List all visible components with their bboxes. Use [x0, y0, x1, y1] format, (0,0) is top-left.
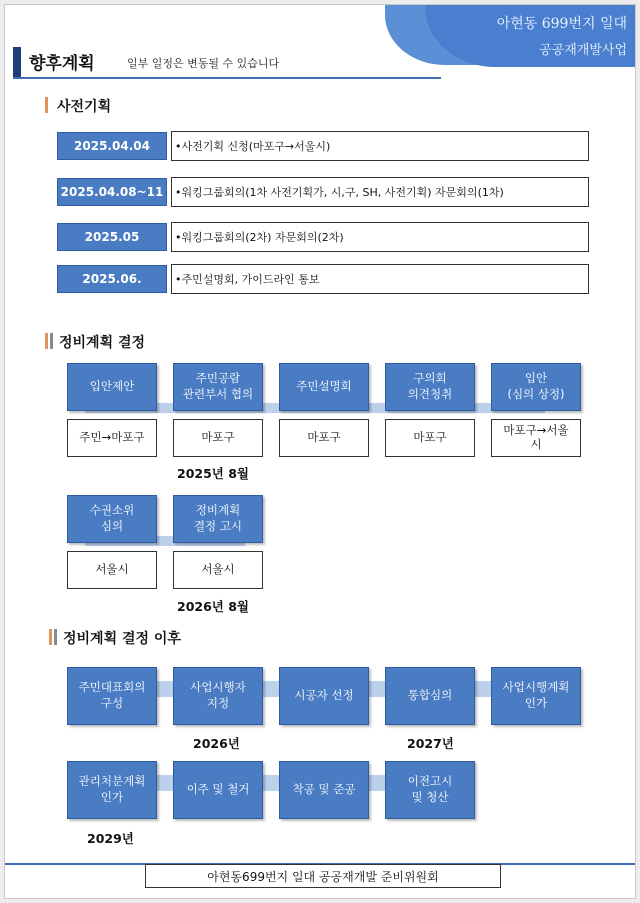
page-note: 일부 일정은 변동될 수 있습니다 — [127, 57, 280, 70]
schedule-date: 2025.04.08~11 — [57, 178, 167, 206]
process-step: 구의회 의견청취 — [385, 363, 475, 411]
process-step: 시공자 선정 — [279, 667, 369, 725]
process-step: 사업시행계획 인가 — [491, 667, 581, 725]
page-title: 향후계획 — [29, 54, 95, 74]
section-title-after-decision: 정비계획 결정 이후 — [63, 631, 181, 647]
banner-subtitle: 공공재개발사업 — [539, 43, 627, 58]
process-owner: 서울시 — [173, 551, 263, 589]
schedule-date: 2025.06. — [57, 265, 167, 293]
process-step: 수권소위 심의 — [67, 495, 157, 543]
schedule-desc: •주민설명회, 가이드라인 통보 — [171, 264, 589, 294]
section-title-prior-planning: 사전기획 — [57, 99, 112, 115]
process-owner: 주민→마포구 — [67, 419, 157, 457]
banner-title: 아현동 699번지 일대 — [496, 16, 627, 32]
section-marker — [45, 97, 48, 113]
milestone-year: 2026년 — [193, 736, 240, 751]
process-owner: 서울시 — [67, 551, 157, 589]
process-step: 주민공람 관련부서 협의 — [173, 363, 263, 411]
section-marker — [54, 629, 57, 645]
process-owner: 마포구→서울 시 — [491, 419, 581, 457]
section-title-plan-decision: 정비계획 결정 — [59, 335, 146, 351]
process-step: 이주 및 철거 — [173, 761, 263, 819]
schedule-date: 2025.04.04 — [57, 132, 167, 160]
process-step: 관리처분계획 인가 — [67, 761, 157, 819]
milestone-year: 2029년 — [87, 831, 134, 846]
section-marker — [50, 333, 53, 349]
process-owner: 마포구 — [173, 419, 263, 457]
process-owner: 마포구 — [385, 419, 475, 457]
process-owner: 마포구 — [279, 419, 369, 457]
document-page — [4, 4, 636, 899]
process-step: 사업시행자 지정 — [173, 667, 263, 725]
process-step: 주민대표회의 구성 — [67, 667, 157, 725]
section-marker — [49, 629, 52, 645]
schedule-desc: •워킹그룹회의(2차) 자문회의(2차) — [171, 222, 589, 252]
schedule-desc: •사전기획 신청(마포구→서울시) — [171, 131, 589, 161]
milestone-year: 2027년 — [407, 736, 454, 751]
process-step: 착공 및 준공 — [279, 761, 369, 819]
process-step: 입안제안 — [67, 363, 157, 411]
schedule-date: 2025.05 — [57, 223, 167, 251]
milestone-year: 2026년 8월 — [177, 599, 249, 614]
process-step: 이전고시 및 청산 — [385, 761, 475, 819]
header-marker — [13, 47, 21, 77]
footer-organization: 아현동699번지 일대 공공재개발 준비위원회 — [145, 864, 501, 888]
process-step: 주민설명회 — [279, 363, 369, 411]
header-underline — [13, 77, 441, 79]
schedule-desc: •워킹그룹회의(1차 사전기획가, 시,구, SH, 사전기획) 자문회의(1차) — [171, 177, 589, 207]
process-step: 정비계획 결정 고시 — [173, 495, 263, 543]
process-step: 통합심의 — [385, 667, 475, 725]
process-step: 입안 (심의 상정) — [491, 363, 581, 411]
section-marker — [45, 333, 48, 349]
milestone-year: 2025년 8월 — [177, 466, 249, 481]
